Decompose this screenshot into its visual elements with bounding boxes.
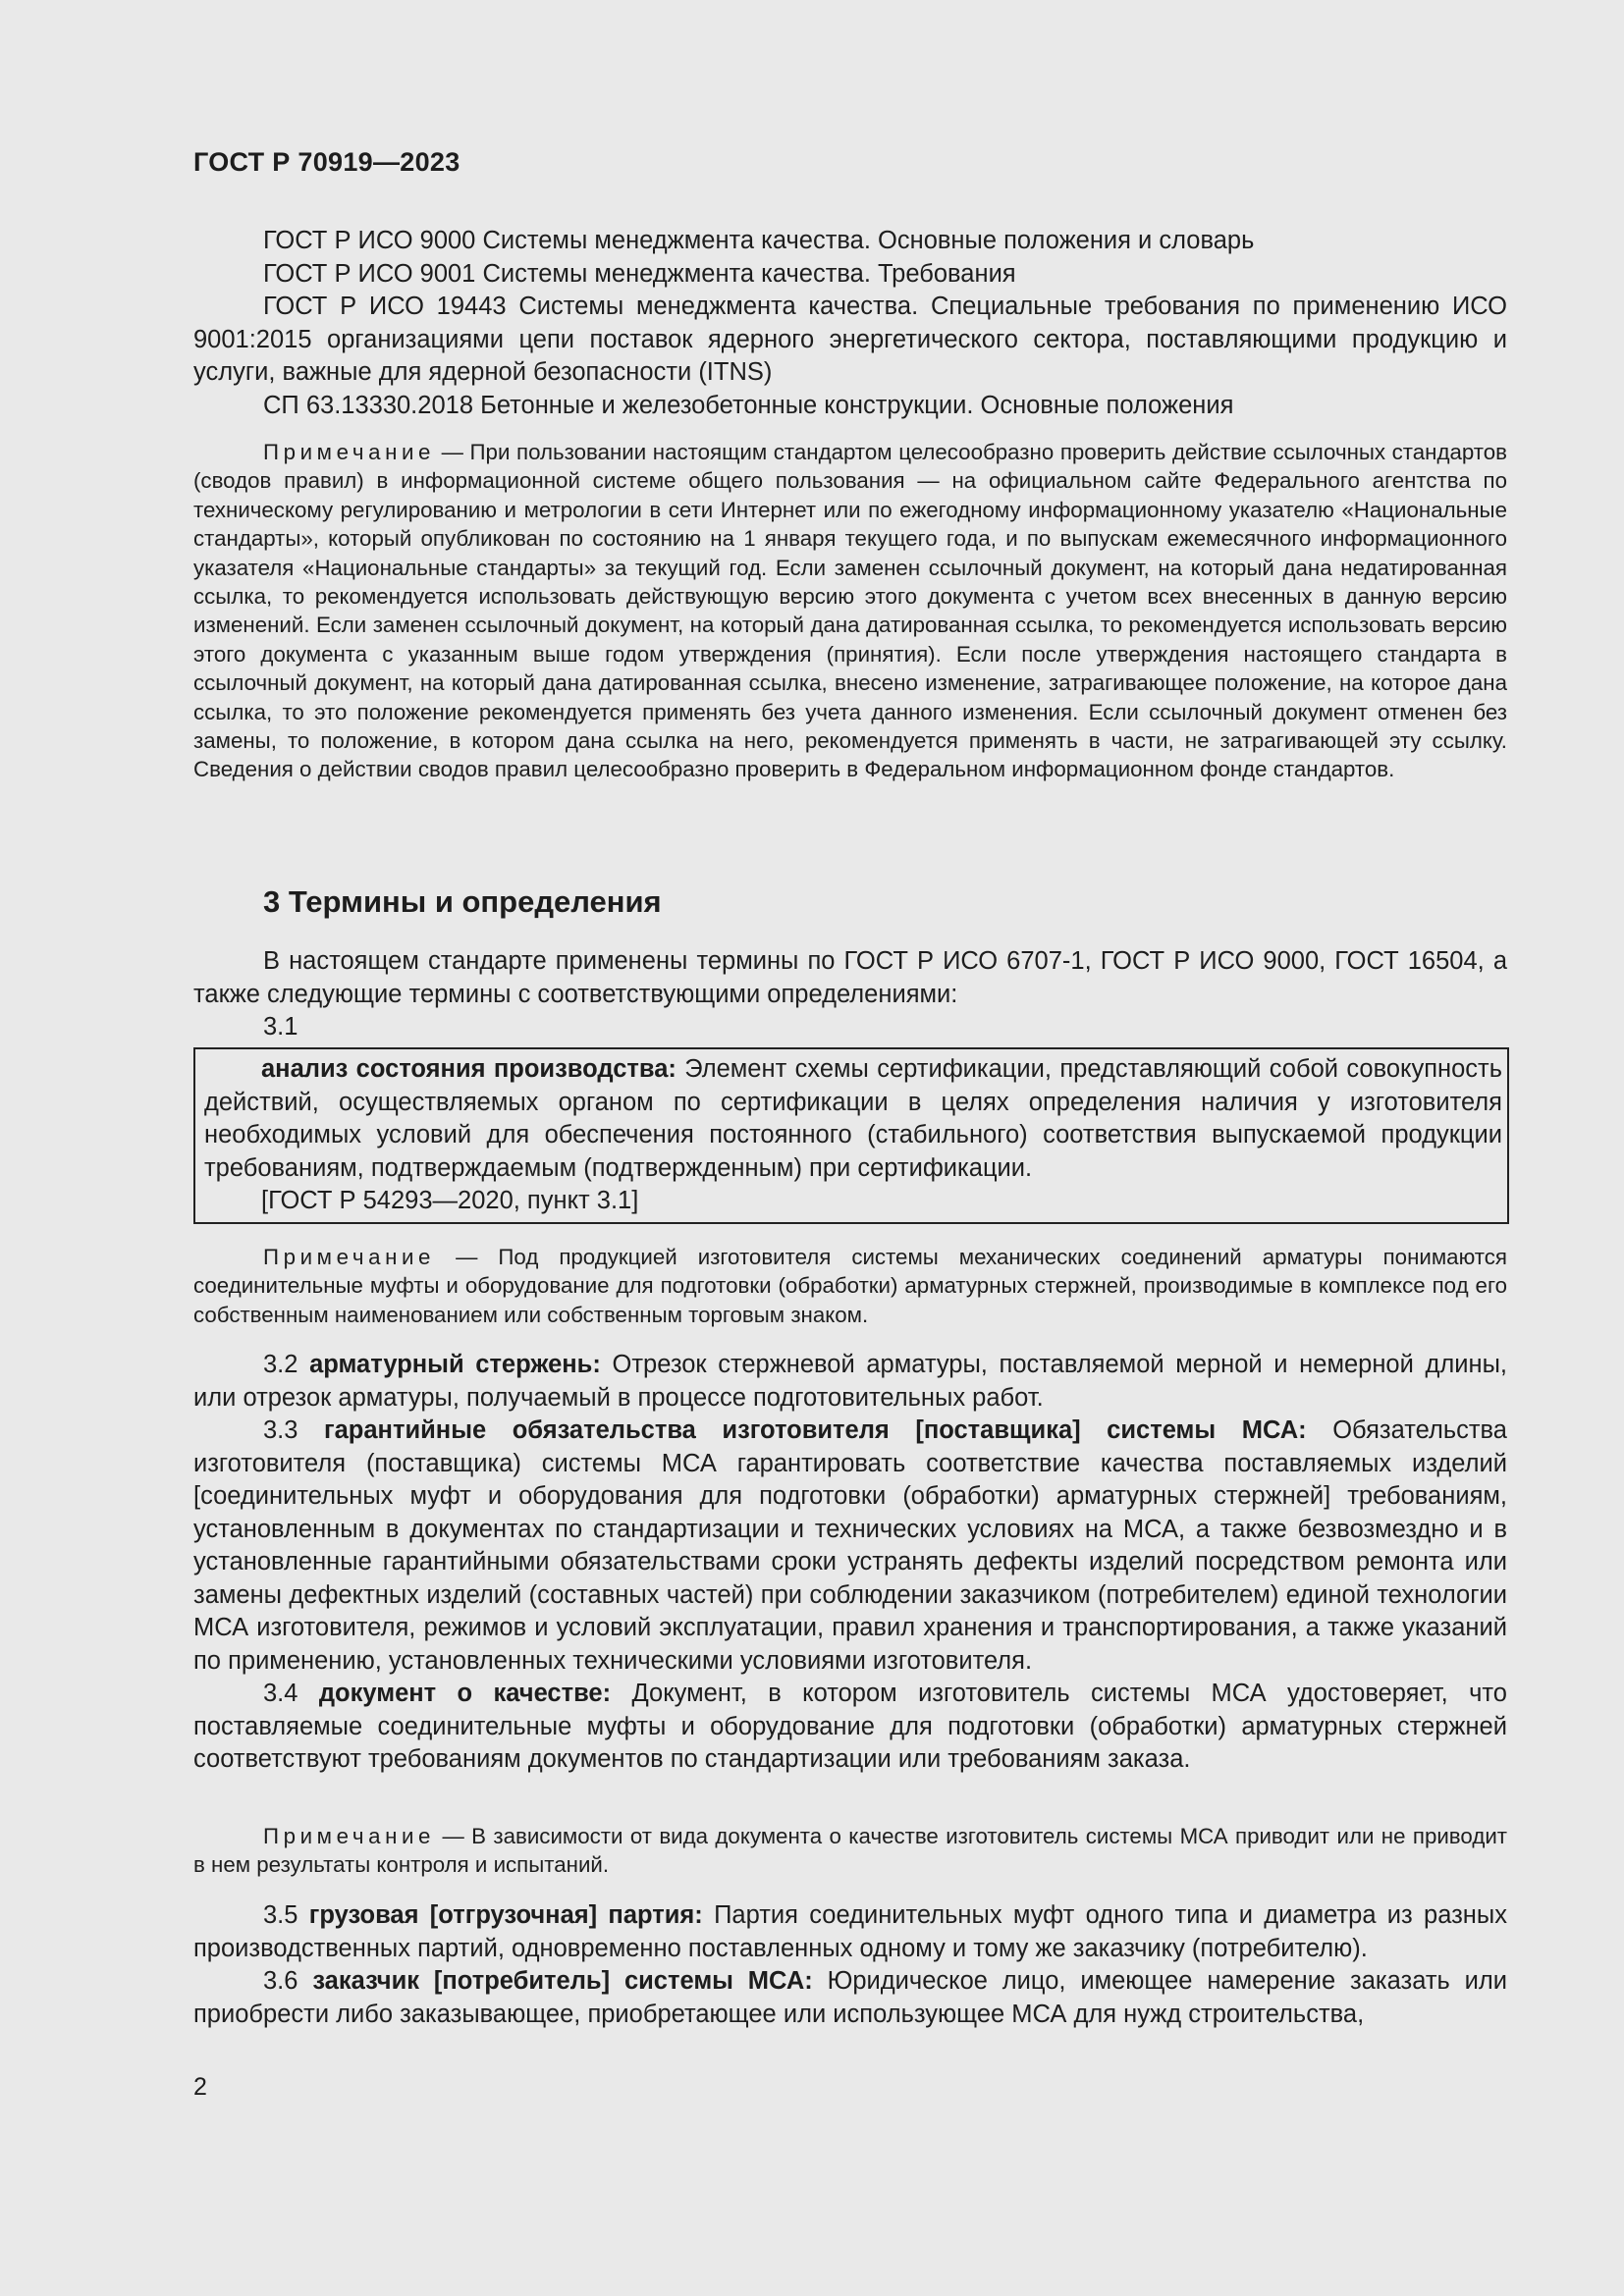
term-3-1-definition: Элемент схемы сертификации, представляющий собой совокупность действий, осуществляемых органом по сертификации в целях определения наличия у изготовителя необходимых условий для обеспечения постоянного (стабильного) соответствия выпускаемой продукции требованиям, подтверждаемым (подтвержденным) при сертификации. xyxy=(204,1055,1502,1182)
term-3-2: 3.2 арматурный стержень: Отрезок стержневой арматуры, поставляемой мерной и немерной длины, или отрезок арматуры, получаемый в процессе подготовительных работ. xyxy=(193,1351,1507,1412)
term-number-3-1: 3.1 xyxy=(263,1013,298,1041)
term-3-3-name: гарантийные обязательства изготовителя [поставщика] системы МСА: xyxy=(324,1416,1307,1444)
term-3-6-name: заказчик [потребитель] системы МСА: xyxy=(312,1967,813,1995)
term-3-2-definition: Отрезок стержневой арматуры, поставляемой мерной и немерной длины, или отрезок арматуры, получаемый в процессе подготовительных работ. xyxy=(193,1351,1507,1412)
reference-item: СП 63.13330.2018 Бетонные и железобетонные конструкции. Основные положения xyxy=(263,391,1234,419)
section-title: 3 Термины и определения xyxy=(263,884,662,919)
intro-text: В настоящем стандарте применены термины по ГОСТ Р ИСО 6707-1, ГОСТ Р ИСО 9000, ГОСТ 16504, а также следующие термины с соответствующими определениями: xyxy=(193,947,1507,1008)
reference-item: ГОСТ Р ИСО 9000 Системы менеджмента качества. Основные положения и словарь xyxy=(263,227,1255,254)
terms-3-2-to-3-4 xyxy=(193,1349,1507,1777)
section-intro xyxy=(193,945,1507,1044)
term-3-2-name: арматурный стержень: xyxy=(309,1351,601,1378)
section-3 xyxy=(193,884,1507,920)
note-quality-document xyxy=(193,1822,1507,1880)
term-3-6: 3.6 заказчик [потребитель] системы МСА: Юридическое лицо, имеющее намерение заказать или приобрести либо заказывающее, приобретающее или использующее МСА для нужд строительства, xyxy=(193,1967,1507,2028)
term-3-3-definition: Обязательства изготовителя (поставщика) системы МСА гарантировать соответствие качества поставляемых изделий [соединительных муфт и оборудования для подготовки (обработки) арматурных стержней] требованиям, установленным в документах по стандартизации и технических условиях на МСА, а также безвозмездно и в установленные гарантийными обязательствами сроки устранять дефекты изделий посредством ремонта или замены дефектных изделий (составных частей) при соблюдении заказчиком (потребителем) единой технологии МСА изготовителя, режимов и условий эксплуатации, правил хранения и транспортирования, а также указаний по применению, установленных техническими условиями изготовителя. xyxy=(193,1416,1507,1675)
reference-item: ГОСТ Р ИСО 19443 Системы менеджмента качества. Специальные требования по применению ИСО 9001:2015 организациями цепи поставок ядерного энергетического сектора, поставляющими продукцию и услуги, важные для ядерной безопасности (ITNS) xyxy=(193,293,1507,386)
term-3-4-definition: Документ, в котором изготовитель системы МСА удостоверяет, что поставляемые соединительные муфты и оборудование для подготовки (обработки) арматурных стержней соответствуют требованиям документов по стандартизации или требованиям заказа. xyxy=(193,1680,1507,1773)
note-references xyxy=(193,438,1507,784)
note-label: Примечание xyxy=(263,1245,436,1269)
note-text: — В зависимости от вида документа о качестве изготовитель системы МСА приводит или не приводит в нем результаты контроля и испытаний. xyxy=(193,1824,1507,1878)
term-3-1-source: [ГОСТ Р 54293—2020, пункт 3.1] xyxy=(261,1187,639,1214)
page-number: 2 xyxy=(193,2073,207,2101)
term-3-4: 3.4 документ о качестве: Документ, в котором изготовитель системы МСА удостоверяет, что поставляемые соединительные муфты и оборудование для подготовки (обработки) арматурных стержней соответствуют требованиям документов по стандартизации или требованиям заказа. xyxy=(193,1680,1507,1773)
term-3-5: 3.5 грузовая [отгрузочная] партия: Партия соединительных муфт одного типа и диаметра из разных производственных партий, одновременно поставленных одному и тому же заказчику (потребителю). xyxy=(193,1901,1507,1962)
term-3-6-definition: Юридическое лицо, имеющее намерение заказать или приобрести либо заказывающее, приобретающее или использующее МСА для нужд строительства, xyxy=(193,1967,1507,2028)
note-products xyxy=(193,1243,1507,1329)
term-3-1-name: анализ состояния производства: xyxy=(261,1055,677,1083)
note-text: — При пользовании настоящим стандартом целесообразно проверить действие ссылочных стандартов (сводов правил) в информационной системе общего пользования — на официальном сайте Федерального агентства по техническому регулированию и метрологии в сети Интернет или по ежегодному информационному указателю «Национальные стандарты», который опубликован по состоянию на 1 января текущего года, и по выпускам ежемесячного информационного указателя «Национальные стандарты» за текущий год. Если заменен ссылочный документ, на который дана недатированная ссылка, то рекомендуется использовать действующую версию этого документа с учетом всех внесенных в данную версию изменений. Если заменен ссылочный документ, на который дана датированная ссылка, то рекомендуется использовать версию этого документа с указанным выше годом утверждения (принятия). Если после утверждения настоящего стандарта в ссылочный документ, на который дана датированная ссылка, внесено изменение, затрагивающее положение, на которое дана ссылка, то это положение рекомендуется применять без учета данного изменения. Если ссылочный документ отменен без замены, то положение, в котором дана ссылка на него, рекомендуется применять в части, не затрагивающей эту ссылку. Сведения о действии сводов правил целесообразно проверить в Федеральном информационном фонде стандартов. xyxy=(193,440,1507,782)
term-3-5-name: грузовая [отгрузочная] партия: xyxy=(308,1901,703,1929)
term-3-3: 3.3 гарантийные обязательства изготовителя [поставщика] системы МСА: Обязательства изготовителя (поставщика) системы МСА гарантировать соответствие качества поставляемых изделий [соединительных муфт и оборудования для подготовки (обработки) арматурных стержней] требованиям, установленным в документах по стандартизации и технических условиях на МСА, а также безвозмездно и в установленные гарантийными обязательствами сроки устранять дефекты изделий посредством ремонта или замены дефектных изделий (составных частей) при соблюдении заказчиком (потребителем) единой технологии МСА изготовителя, режимов и условий эксплуатации, правил хранения и транспортирования, а также указаний по применению, установленных техническими условиями изготовителя. xyxy=(193,1416,1507,1675)
term-3-5-definition: Партия соединительных муфт одного типа и диаметра из разных производственных партий, одновременно поставленных одному и тому же заказчику (потребителю). xyxy=(193,1901,1507,1962)
note-text: — Под продукцией изготовителя системы механических соединений арматуры понимаются соединительные муфты и оборудование для подготовки (обработки) арматурных стержней, производимые в комплексе под его собственным наименованием или собственным торговым знаком. xyxy=(193,1245,1507,1327)
references-list xyxy=(193,225,1507,422)
reference-item: ГОСТ Р ИСО 9001 Системы менеджмента качества. Требования xyxy=(263,259,1016,288)
document-header: ГОСТ Р 70919—2023 xyxy=(193,147,460,177)
note-label: Примечание xyxy=(263,440,436,464)
note-label: Примечание xyxy=(263,1824,436,1848)
terms-3-5-to-3-6 xyxy=(193,1899,1507,2031)
term-3-4-name: документ о качестве: xyxy=(318,1680,612,1707)
term-3-1-box xyxy=(193,1047,1509,1224)
